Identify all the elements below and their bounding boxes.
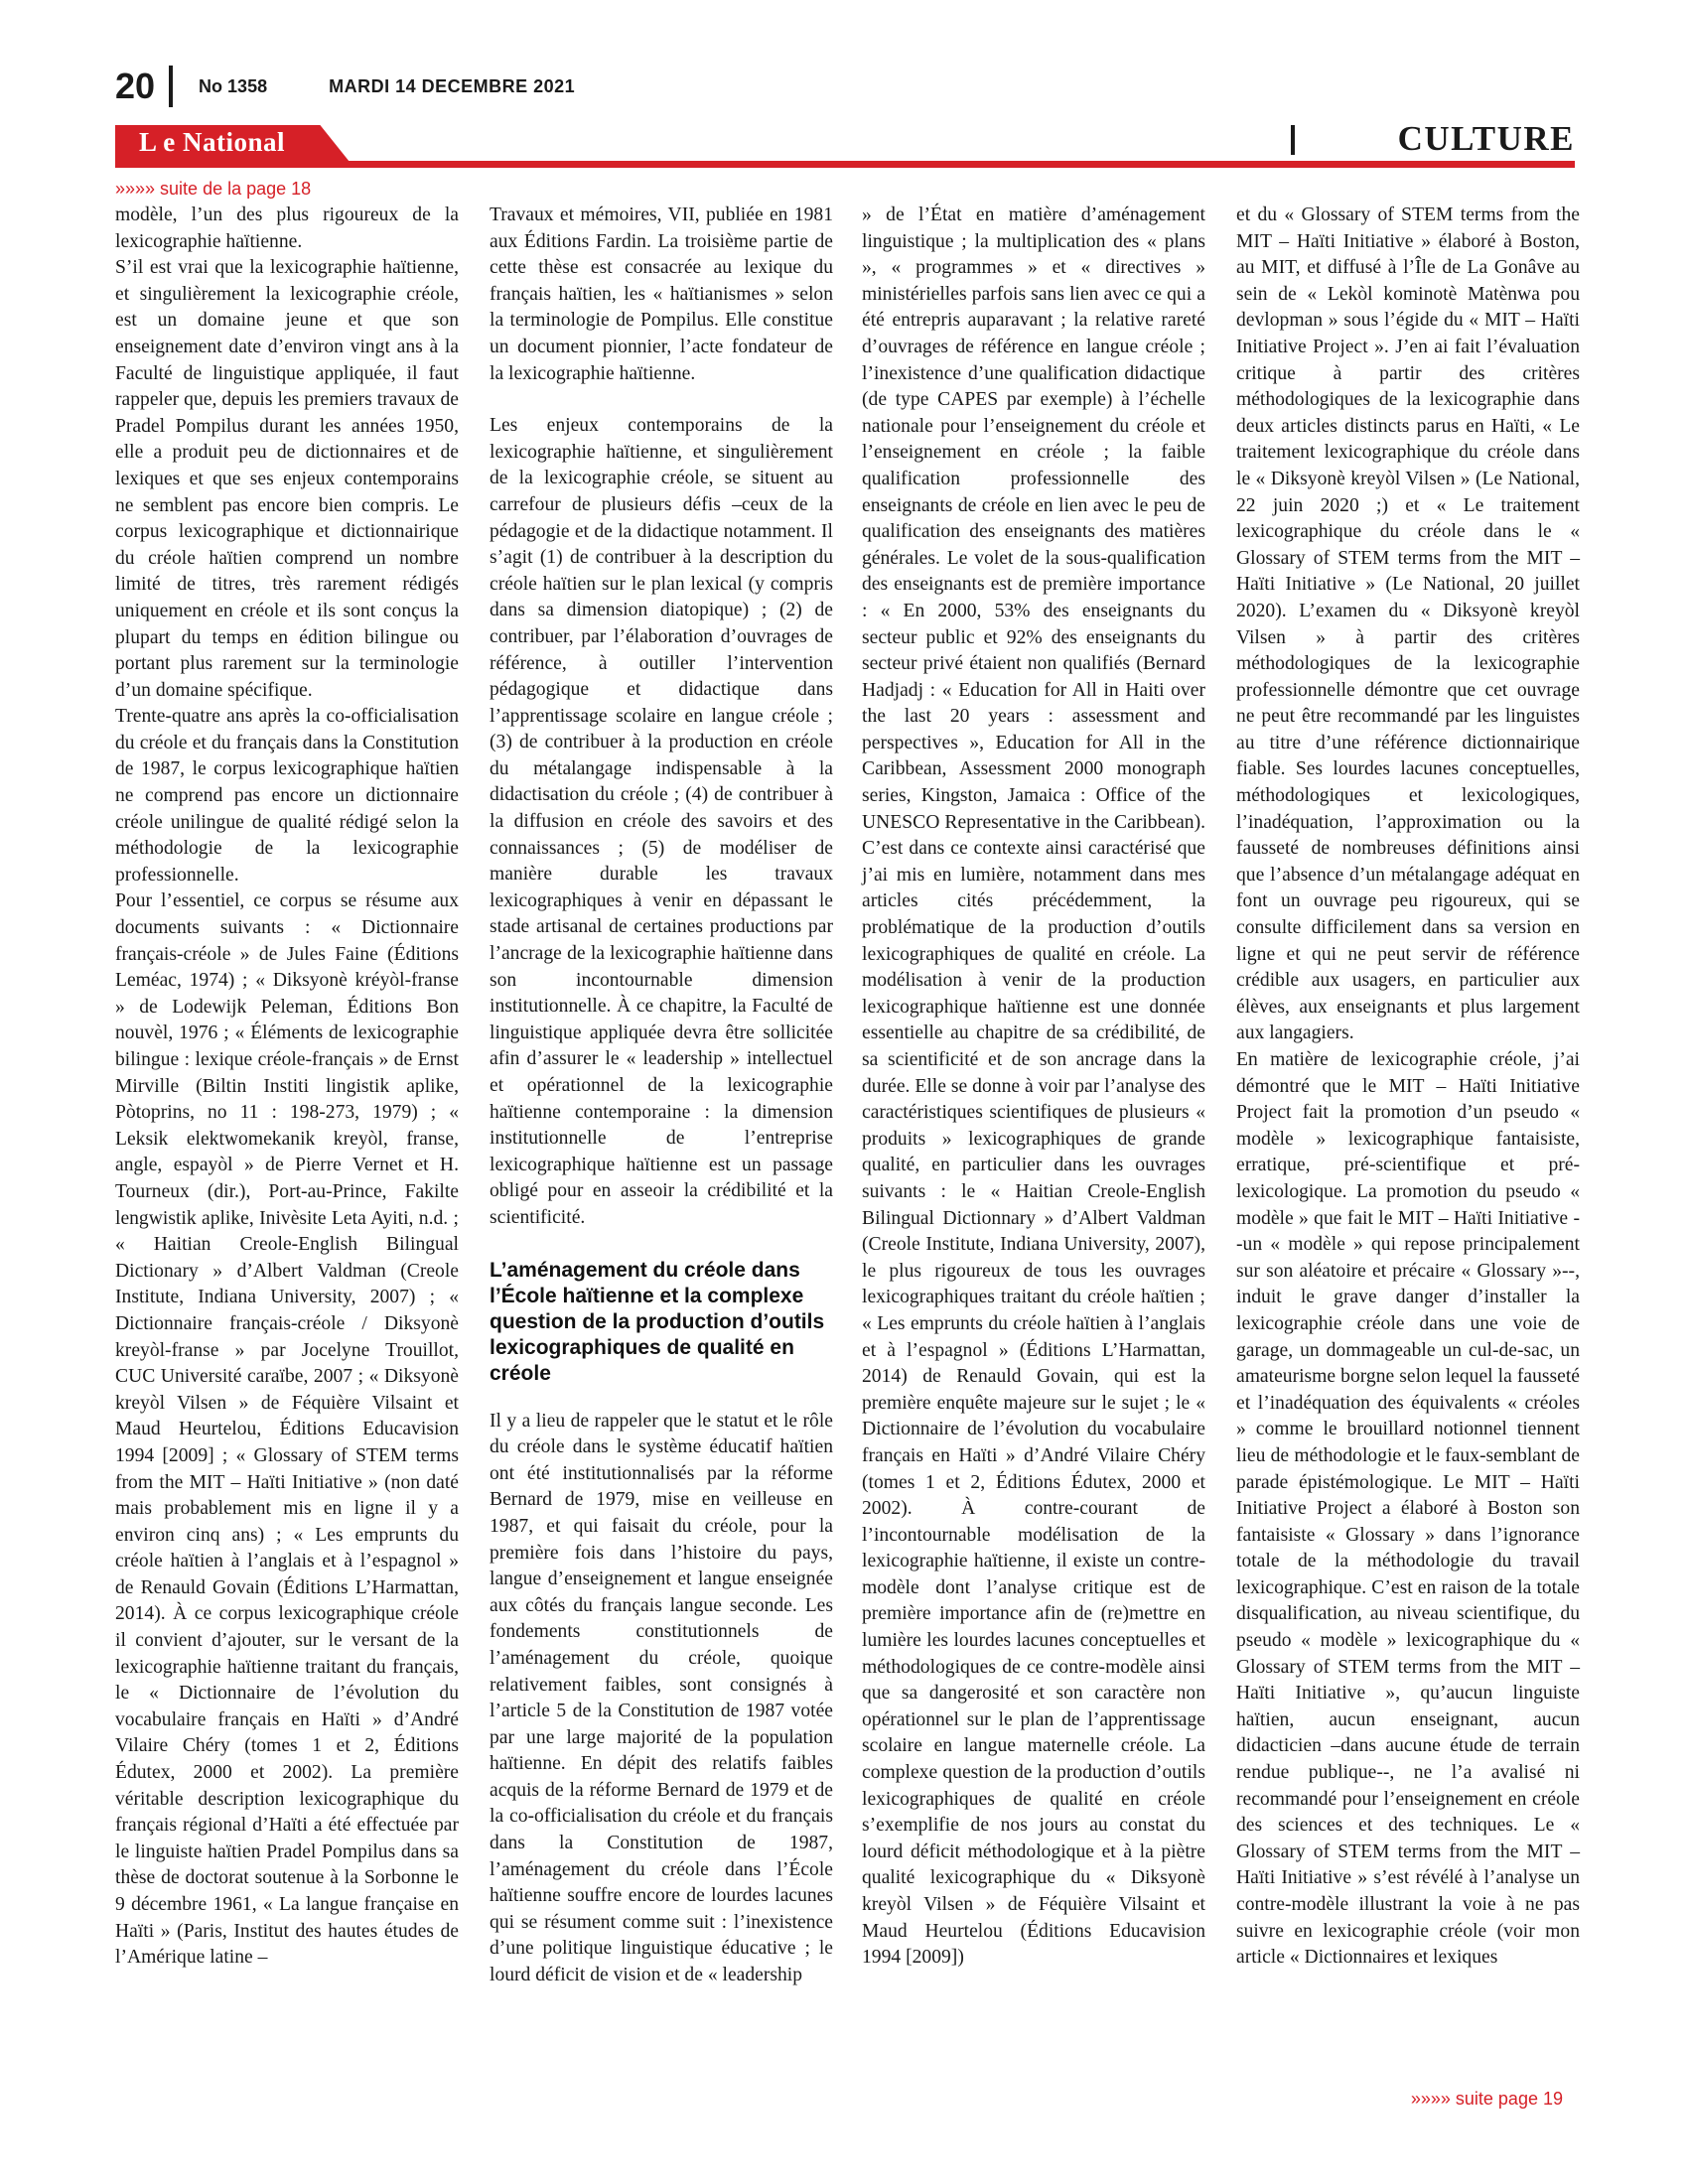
header-divider [169, 66, 173, 107]
paragraph: Trente-quatre ans après la co-officialisation du créole et du français dans la Constitution de 1987, le corpus lexicographique haïtien ne comprend pas encore un dictionnaire créole unilingue de qualité rédigé selon la méthodologie de la lexicographie professionnelle. [115, 706, 459, 886]
article-column-1 [115, 203, 459, 1972]
page-header [115, 64, 671, 109]
paragraph: Pour l’essentiel, ce corpus se résume aux documents suivants : « Dictionnaire français-créole » de Jules Faine (Éditions Leméac, 1974) ; « Diksyonè kréyòl-franse » de Lodewijk Peleman, Éditions Bon nouvèl, 1976 ; « Éléments de lexicographie bilingue : lexique créole-français » de Ernst Mirville (Biltin Institi lingistik aplike, Pòtoprins, no 11 : 198-273, 1979) ; « Leksik elektwomekanik kreyòl, franse, angle, espayòl » de Pierre Vernet et H. Tourneux (dir.), Port-au-Prince, Fakilte lengwistik aplike, Inivèsite Leta Ayiti, n.d. ; « Haitian Creole-English Bilingual Dictionary » d’Albert Valdman (Creole Institute, Indiana University, 2007) ; « Dictionnaire français-créole / Diksyonè kreyòl-franse » par Jocelyne Trouillot, CUC Université caraïbe, 2007 ; « Diksyonè kreyòl Vilsen » de Féquière Vilsaint et Maud Heurtelou, Éditions Educavision 1994 [2009] ; « Glossary of STEM terms from the MIT – Haïti Initiative » (non daté mais probablement mis en ligne il y a environ cinq ans) ; « Les emprunts du créole haïtien à l’anglais et à l’espagnol » de Renauld Govain (Éditions L’Harmattan, 2014). À ce corpus lexicographique créole il convient d’ajouter, sur le versant de la lexicographie haïtienne traitant du français, le « Dictionnaire de l’évolution du vocabulaire français en Haïti » d’André Vilaire Chéry (tomes 1 et 2, Éditions Édutex, 2000 et 2002). La première véritable description lexicographique du français régional d’Haïti a été effectuée par le linguiste haïtien Pradel Pompilus dans sa thèse de doctorat soutenue à la Sorbonne le 9 décembre 1961, « La langue française en Haïti » (Paris, Institut des hautes études de l’Amérique latine – [115, 890, 459, 1969]
continued-from-note: »»»» suite de la page 18 [115, 179, 312, 199]
issue-date: MARDI 14 DECEMBRE 2021 [329, 75, 576, 96]
article-column-4 [1236, 203, 1580, 1972]
article-subheading: L’aménagement du créole dans l’École haïtienne et la complexe question de la production d’outils lexicographiques de qualité en créole [490, 1258, 825, 1385]
section-title: CULTURE [1397, 119, 1575, 158]
brand-name: L e National [139, 127, 286, 157]
paragraph: et du « Glossary of STEM terms from the MIT – Haïti Initiative » élaboré à Boston, au MIT, et diffusé à l’Île de La Gonâve au sein de « Lekòl kominotè Matènwa pou devlopman » sous l’égide du « MIT – Haïti Initiative Project ». J’en ai fait l’évaluation critique à partir des critères méthodologiques de la lexicographie dans deux articles distincts parus en Haïti, « Le traitement lexicographique du créole dans le « Diksyonè kreyòl Vilsen » (Le National, 22 juin 2020 ;) et « Le traitement lexicographique du créole dans le « Glossary of STEM terms from the MIT – Haïti Initiative » (Le National, 20 juillet 2020). L’examen du « Diksyonè kreyòl Vilsen » à partir des critères méthodologiques de la lexicographie professionnelle démontre que cet ouvrage ne peut être recommandé par les linguistes au titre d’une référence dictionnairique fiable. Ses lourdes lacunes conceptuelles, méthodologiques et lexicologiques, l’inadéquation, l’approximation ou la fausseté de nombreuses définitions ainsi que l’absence d’un métalangage adéquat en font un ouvrage peu rigoureux, qui se consulte difficilement dans sa version en ligne et qui ne peut servir de référence crédible aux usagers, en particulier aux élèves, aux enseignants et plus largement aux langagiers. [1236, 205, 1580, 1044]
paragraph: Travaux et mémoires, VII, publiée en 1981 aux Éditions Fardin. La troisième partie de cette thèse est consacrée au lexique du français haïtien, les « haïtianismes » selon la terminologie de Pompilus. Elle constitue un document pionnier, l’acte fondateur de la lexicographie haïtienne. [490, 205, 833, 384]
paragraph: S’il est vrai que la lexicographie haïtienne, et singulièrement la lexicographie créole, est un domaine jeune et que son enseignement date d’environ vingt ans à la Faculté de linguistique appliquée, il faut rappeler que, depuis les premiers travaux de Pradel Pompilus durant les années 1950, elle a produit peu de dictionnaires et de lexiques et que ses enjeux contemporains ne semblent pas encore bien compris. Le corpus lexicographique et dictionnairique du créole haïtien comprend un nombre limité de titres, très rarement rédigés uniquement en créole et ils sont conçus la plupart du temps en édition bilingue ou portant plus rarement sur la terminologie d’un domaine spécifique. [115, 257, 459, 701]
paragraph: » de l’État en matière d’aménagement linguistique ; la multiplication des « plans », « programmes » et « directives » ministérielles parfois sans lien avec ce qui a été entrepris auparavant ; la relative rareté d’ouvrages de référence en langue créole ; l’inexistence d’une qualification didactique (de type CAPES par exemple) à l’échelle nationale pour l’enseignement du créole et l’enseignement en créole ; la faible qualification professionnelle des enseignants de créole en lien avec le peu de qualification des enseignants des matières générales. Le volet de la sous-qualification des enseignants est de première importance : « En 2000, 53% des enseignants du secteur public et 92% des enseignants du secteur privé étaient non qualifiés (Bernard Hadjadj : « Education for All in Haiti over the last 20 years : assessment and perspectives », Education for All in the Caribbean, Assessment 2000 monograph series, Kingston, Jamaica : Office of the UNESCO Representative in the Caribbean). C’est dans ce contexte ainsi caractérisé que j’ai mis en lumière, notamment dans mes articles cités précédemment, la problématique de la production d’outils lexicographiques de qualité en créole. La modélisation à venir de la production lexicographique haïtienne est une donnée essentielle au chapitre de sa crédibilité, de sa scientificité et de son ancrage dans la durée. Elle se donne à voir par l’analyse des caractéristiques scientifiques de plusieurs « produits » lexicographiques de grande qualité, en particulier dans les ouvrages suivants : le « Haitian Creole-English Bilingual Dictionnary » d’Albert Valdman (Creole Institute, Indiana University, 2007), le plus rigoureux de tous les ouvrages lexicographiques traitant du créole haïtien ; « Les emprunts du créole haïtien à l’anglais et à l’espagnol » (Éditions L’Harmattan, 2014) de Renauld Govain, qui est la première enquête majeure sur le sujet ; le « Dictionnaire de l’évolution du vocabulaire français en Haïti » d’André Vilaire Chéry (tomes 1 et 2, Éditions Édutex, 2000 et 2002). À contre-courant de l’incontournable modélisation de la lexicographie haïtienne, il existe un contre-modèle dont l’analyse critique est de première importance afin de (re)mettre en lumière les lourdes lacunes conceptuelles et méthodologiques de ce contre-modèle ainsi que sa dangerosité et son caractère non opérationnel sur le plan de l’apprentissage scolaire en langue maternelle créole. La complexe question de la production d’outils lexicographiques de qualité en créole s’exemplifie de nos jours au constat du lourd déficit méthodologique et à la piètre qualité lexicographique du « Diksyonè kreyòl Vilsen » de Féquière Vilsaint et Maud Heurtelou (Éditions Educavision 1994 [2009]) [862, 205, 1205, 1969]
paragraph: modèle, l’un des plus rigoureux de la lexicographie haïtienne. [115, 205, 459, 252]
continued-on-note: »»»» suite page 19 [1410, 2089, 1563, 2109]
paragraph: Les enjeux contemporains de la lexicographie haïtienne, et singulièrement de la lexicographie créole, se situent au carrefour de plusieurs défis –ceux de la pédagogie et de la didactique notamment. Il s’agit (1) de contribuer à la description du créole haïtien sur le plan lexical (y compris dans sa dimension diatopique) ; (2) de contribuer, par l’élaboration d’ouvrages de référence, à outiller l’intervention pédagogique et didactique dans l’apprentissage scolaire en langue créole ; (3) de contribuer à la production en créole du métalangage indispensable à la didactisation du créole ; (4) de contribuer à la diffusion en créole des savoirs et des connaissances ; (5) de modéliser de manière durable les travaux lexicographiques à venir en dépassant le stade artisanal de certaines productions par l’ancrage de la lexicographie haïtienne dans son incontournable dimension institutionnelle. À ce chapitre, la Faculté de linguistique appliquée devra être sollicitée afin d’assurer le « leadership » intellectuel et opérationnel de la lexicographie haïtienne contemporaine : la dimension institutionnelle de l’entreprise lexicographique haïtienne est un passage obligé pour en asseoir la crédibilité et la scientificité. [490, 415, 833, 1228]
article-column-3 [862, 203, 1205, 1972]
article-column-2 [490, 203, 833, 1989]
paragraph: Il y a lieu de rappeler que le statut et le rôle du créole dans le système éducatif haïtien ont été institutionnalisés par la réforme Bernard de 1979, mise en veilleuse en 1987, et qui faisait du créole, pour la première fois dans l’histoire du pays, langue d’enseignement et langue enseignée aux côtés du français langue seconde. Les fondements constitutionnels de l’aménagement du créole, quoique relativement faibles, sont consignés à l’article 5 de la Constitution de 1987 votée par une large majorité de la population haïtienne. En dépit des relatifs faibles acquis de la réforme Bernard de 1979 et de la co-officialisation du créole et du français dans la Constitution de 1987, l’aménagement du créole dans l’École haïtienne souffre encore de lourdes lacunes qui se résument comme suit : l’inexistence d’une politique linguistique éducative ; le lourd déficit de vision et de « leadership [490, 1410, 833, 1986]
paragraph: En matière de lexicographie créole, j’ai démontré que le MIT – Haïti Initiative Project fait la promotion d’un pseudo « modèle » lexicographique fantaisiste, erratique, pré-scientifique et pré-lexicologique. La promotion du pseudo « modèle » que fait le MIT – Haïti Initiative --un « modèle » qui repose principalement sur son aléatoire et précaire « Glossary »--, induit le grave danger d’installer la lexicographie créole dans une voie de garage, un dommageable un cul-de-sac, un amateurisme borgne selon lequel la fausseté et l’inadéquation des équivalents « créoles » comme le brouillard notionnel tiennent lieu de méthodologie et le faux-semblant de parade épistémologique. Le MIT – Haïti Initiative Project a élaboré à Boston son fantaisiste « Glossary » dans l’ignorance totale de la méthodologie du travail lexicographique. C’est en raison de la totale disqualification, au niveau scientifique, du pseudo « modèle » lexicographique du « Glossary of STEM terms from the MIT – Haïti Initiative », qu’aucun linguiste haïtien, aucun enseignant, aucun didacticien –dans aucune étude de terrain rendue publique--, ne l’a avalisé ni recommandé pour l’enseignement en créole des sciences et des techniques. Le « Glossary of STEM terms from the MIT – Haïti Initiative » s’est révélé à l’analyse un contre-modèle illustrant la voie à ne pas suivre en lexicographie créole (voir mon article « Dictionnaires et lexiques [1236, 1049, 1580, 1969]
header-rule [115, 161, 1575, 168]
page-number: 20 [115, 66, 156, 106]
section-divider [1291, 125, 1295, 155]
issue-number: No 1358 [199, 75, 268, 96]
